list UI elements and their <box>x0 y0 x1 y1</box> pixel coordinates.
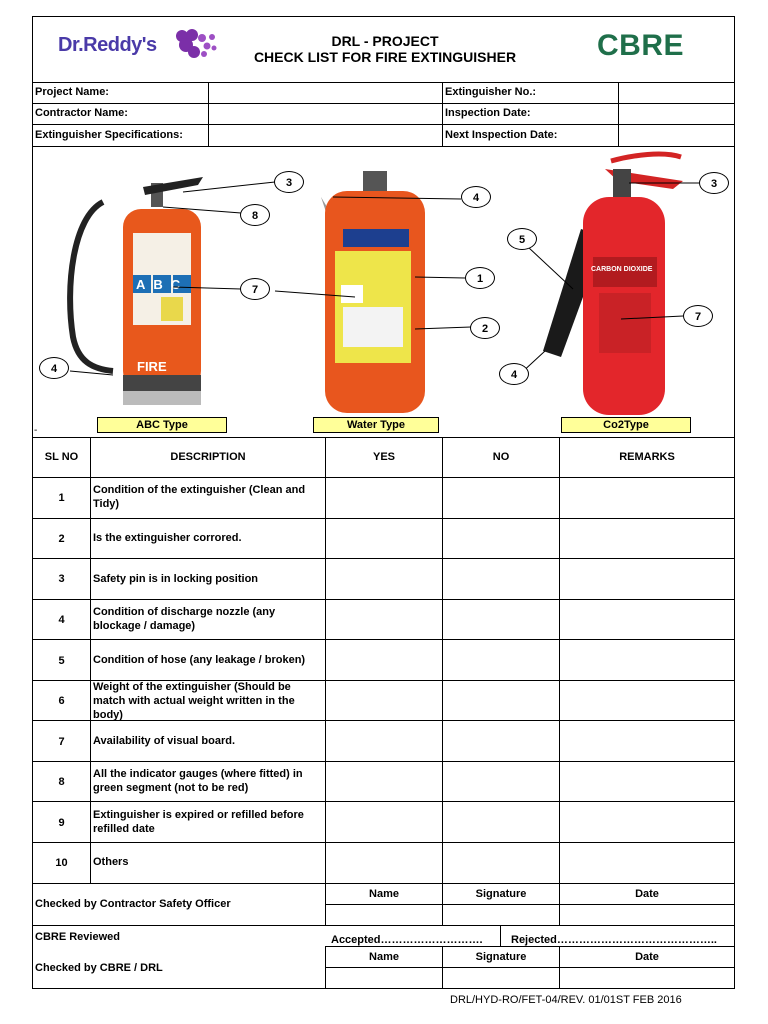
remarks-cell[interactable] <box>560 762 734 801</box>
abc-extinguisher-image <box>70 177 203 405</box>
yes-cell[interactable] <box>326 802 442 841</box>
contractor-signature-header: Signature <box>475 888 527 900</box>
remarks-cell[interactable] <box>560 802 734 841</box>
col-header-yes: YES <box>372 451 395 463</box>
row-sl-no: 9 <box>58 817 65 829</box>
row-sl-no: 1 <box>58 492 65 504</box>
no-cell[interactable] <box>443 843 559 882</box>
yes-cell[interactable] <box>326 721 442 760</box>
accepted-option[interactable]: Accepted………………………. <box>331 934 483 946</box>
col-header-description: DESCRIPTION <box>170 451 246 463</box>
extinguisher-illustrations <box>33 147 734 437</box>
water-callout-label: 1 <box>465 267 495 289</box>
extinguisher-no-field[interactable] <box>619 83 734 103</box>
no-cell[interactable] <box>443 600 559 639</box>
drreddys-heart-icon <box>174 28 220 60</box>
document-reference: DRL/HYD-RO/FET-04/REV. 01/01ST FEB 2016 <box>450 994 682 1006</box>
yes-cell[interactable] <box>326 681 442 720</box>
extinguisher-illustration-svg <box>33 147 734 437</box>
drreddys-logo-text: Dr.Reddy's <box>58 34 157 56</box>
co2-extinguisher-image <box>543 154 683 415</box>
no-cell[interactable] <box>443 478 559 517</box>
cbre-logo: CBRE <box>597 29 685 62</box>
yes-cell[interactable] <box>326 519 442 558</box>
cbre-name-sign-field[interactable] <box>326 968 442 988</box>
yes-cell[interactable] <box>326 843 442 882</box>
row-sl-no: 6 <box>58 695 65 707</box>
abc-callout-instruction-label: 7 <box>240 278 270 300</box>
contractor-name-sign-field[interactable] <box>326 905 442 925</box>
no-cell[interactable] <box>443 721 559 760</box>
col-header-sl-no: SL NO <box>44 451 79 463</box>
row-sl-no: 4 <box>58 614 65 626</box>
no-cell[interactable] <box>443 640 559 679</box>
row-description: Condition of hose (any leakage / broken) <box>93 654 306 666</box>
water-type-label: Water Type <box>313 417 439 433</box>
cbre-date-header: Date <box>635 951 659 963</box>
row-description: Condition of the extinguisher (Clean and Tidy) <box>93 484 306 510</box>
co2-callout-horn: 5 <box>507 228 537 250</box>
row-description: Is the extinguisher corrored. <box>93 532 242 544</box>
abc-callout-pressure-gauge: 8 <box>240 204 270 226</box>
inspection-date-field[interactable] <box>619 104 734 124</box>
abc-fire-text: FIRE <box>137 359 167 374</box>
contractor-safety-officer-label: Checked by Contractor Safety Officer <box>35 898 231 910</box>
water-callout-nozzle: 4 <box>461 186 491 208</box>
contractor-name-label: Contractor Name: <box>35 107 128 119</box>
water-extinguisher-image <box>321 171 425 413</box>
row-description: Weight of the extinguisher (Should be match with actual weight written in the body) <box>93 681 295 721</box>
stray-dash: - <box>34 425 38 436</box>
project-name-field[interactable] <box>209 83 441 103</box>
contractor-signature-field[interactable] <box>443 905 559 925</box>
cbre-drl-label: Checked by CBRE / DRL <box>35 962 163 974</box>
cbre-reviewed-label: CBRE Reviewed <box>35 931 120 943</box>
contractor-date-field[interactable] <box>560 905 734 925</box>
yes-cell[interactable] <box>326 559 442 598</box>
cbre-signature-header: Signature <box>475 951 527 963</box>
cbre-name-header: Name <box>369 951 399 963</box>
remarks-cell[interactable] <box>560 721 734 760</box>
yes-cell[interactable] <box>326 762 442 801</box>
abc-letters-text: ABC <box>136 277 189 292</box>
extinguisher-no-label: Extinguisher No.: <box>445 86 537 98</box>
abc-type-label: ABC Type <box>97 417 227 433</box>
co2-callout-nozzle: 4 <box>499 363 529 385</box>
page-title-line1: DRL - PROJECT <box>331 33 439 49</box>
rejected-option[interactable]: Rejected…………………………………….. <box>511 934 717 946</box>
extinguisher-specs-field[interactable] <box>209 125 441 146</box>
no-cell[interactable] <box>443 559 559 598</box>
co2-callout-label: 7 <box>683 305 713 327</box>
row-sl-no: 2 <box>58 533 65 545</box>
row-description: Availability of visual board. <box>93 735 236 747</box>
row-sl-no: 10 <box>55 857 68 869</box>
row-description: Others <box>93 856 129 868</box>
extinguisher-specs-label: Extinguisher Specifications: <box>35 129 183 141</box>
row-sl-no: 7 <box>58 736 65 748</box>
no-cell[interactable] <box>443 519 559 558</box>
contractor-date-header: Date <box>635 888 659 900</box>
no-cell[interactable] <box>443 802 559 841</box>
row-sl-no: 8 <box>58 776 65 788</box>
row-description: Safety pin is in locking position <box>93 573 259 585</box>
remarks-cell[interactable] <box>560 640 734 679</box>
no-cell[interactable] <box>443 681 559 720</box>
row-description: All the indicator gauges (where fitted) in green segment (not to be red) <box>93 768 303 794</box>
row-description: Extinguisher is expired or refilled before refilled date <box>93 809 304 835</box>
contractor-name-header: Name <box>369 888 399 900</box>
water-callout-body: 2 <box>470 317 500 339</box>
contractor-name-field[interactable] <box>209 104 441 124</box>
yes-cell[interactable] <box>326 600 442 639</box>
row-description: Condition of discharge nozzle (any blockage / damage) <box>93 606 276 632</box>
abc-callout-safety-pin: 3 <box>274 171 304 193</box>
remarks-cell[interactable] <box>560 519 734 558</box>
next-inspection-date-field[interactable] <box>619 125 734 146</box>
remarks-cell[interactable] <box>560 843 734 882</box>
co2-callout-safety-pin: 3 <box>699 172 729 194</box>
row-sl-no: 5 <box>58 655 65 667</box>
remarks-cell[interactable] <box>560 478 734 517</box>
drreddys-logo <box>56 28 226 62</box>
page-title-line2: CHECK LIST FOR FIRE EXTINGUISHER <box>253 49 517 65</box>
project-name-label: Project Name: <box>35 86 109 98</box>
co2-banner-text: CARBON DIOXIDE <box>591 266 653 273</box>
abc-callout-nozzle: 4 <box>39 357 69 379</box>
no-cell[interactable] <box>443 762 559 801</box>
row-sl-no: 3 <box>58 573 65 585</box>
col-header-no: NO <box>492 451 510 463</box>
remarks-cell[interactable] <box>560 681 734 720</box>
remarks-cell[interactable] <box>560 600 734 639</box>
next-inspection-date-label: Next Inspection Date: <box>445 129 558 141</box>
col-header-remarks: REMARKS <box>619 451 675 463</box>
yes-cell[interactable] <box>326 478 442 517</box>
cbre-date-field[interactable] <box>560 968 734 988</box>
co2-type-label: Co2Type <box>561 417 691 433</box>
cbre-signature-field[interactable] <box>443 968 559 988</box>
yes-cell[interactable] <box>326 640 442 679</box>
remarks-cell[interactable] <box>560 559 734 598</box>
inspection-date-label: Inspection Date: <box>445 107 531 119</box>
